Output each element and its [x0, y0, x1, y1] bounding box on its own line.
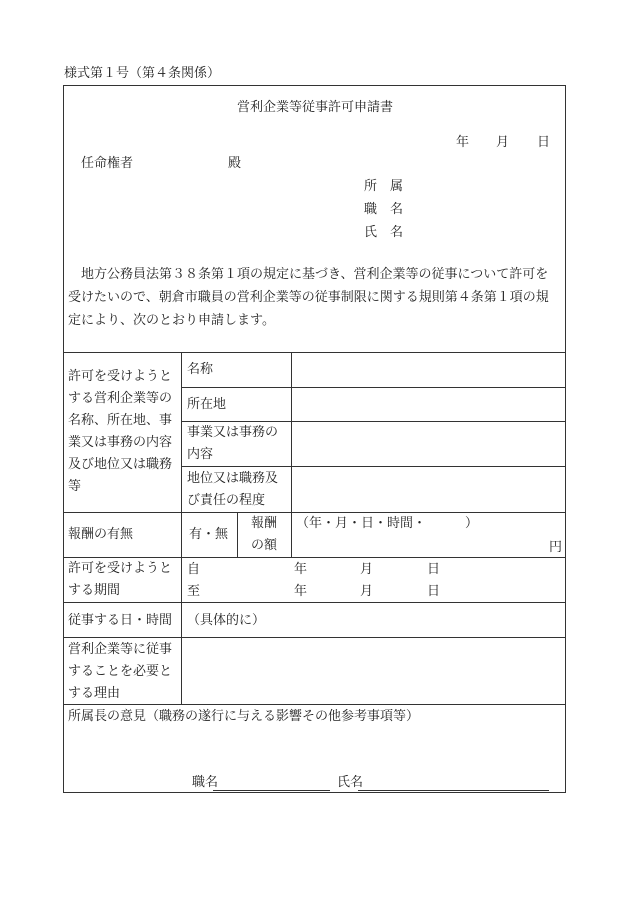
- col-line: [237, 512, 238, 557]
- compensation-label: 報酬の有無: [68, 527, 134, 542]
- body-line-3: 定により、次のとおり申請します。: [68, 313, 275, 328]
- period-to-month: 月: [360, 584, 374, 599]
- period-to-day: 日: [427, 584, 441, 599]
- position-label-1: 職: [364, 202, 378, 217]
- period-label-line: 許可を受けようと: [68, 561, 173, 576]
- date-year: 年: [456, 135, 470, 150]
- business-header-line: 及び地位又は職務: [68, 457, 173, 472]
- business-content-line: 内容: [187, 447, 214, 462]
- compensation-amount-line: の額: [251, 538, 278, 553]
- opinion-label: 所属長の意見（職務の遂行に与える影響その他参考事項等）: [68, 709, 420, 724]
- position-label-2: 名: [390, 202, 404, 217]
- reason-label: [68, 639, 172, 705]
- opinion-name-label: 氏名: [337, 775, 364, 790]
- business-content-line: 事業又は事務の: [187, 425, 279, 440]
- business-header: [68, 366, 180, 498]
- name-signature-line: [358, 790, 549, 791]
- col-line: [291, 512, 292, 557]
- compensation-yes-no: 有・無: [189, 527, 229, 542]
- row-line: [63, 512, 566, 513]
- business-header-line: 許可を受けようと: [68, 369, 173, 384]
- reason-label-line: する理由: [68, 686, 121, 701]
- business-content-label: [187, 422, 278, 466]
- period-from: 自: [187, 562, 201, 577]
- period-to-year: 年: [294, 584, 308, 599]
- schedule-value: （具体的に）: [187, 613, 266, 628]
- body-line-2: 受けたいので、朝倉市職員の営利企業等の従事制限に関する規則第４条第１項の規: [68, 290, 549, 305]
- period-from-month: 月: [360, 562, 374, 577]
- period-label-line: する期間: [68, 583, 121, 598]
- compensation-amount-label: [251, 513, 277, 557]
- business-name-label: 名称: [187, 362, 214, 377]
- compensation-period-note: （年・月・日・時間・ ）: [296, 516, 479, 531]
- row-line: [181, 466, 566, 467]
- opinion-position-label: 職名: [192, 775, 219, 790]
- form-title: 営利企業等従事許可申請書: [236, 100, 393, 115]
- compensation-amount-line: 報酬: [251, 516, 278, 531]
- business-address-label: 所在地: [187, 397, 227, 412]
- period-from-day: 日: [427, 562, 441, 577]
- affiliation-label-1: 所: [364, 179, 378, 194]
- honorific: 殿: [228, 156, 242, 171]
- addressee: 任命権者: [81, 156, 134, 171]
- schedule-label: 従事する日・時間: [68, 613, 173, 628]
- row-line: [181, 387, 566, 388]
- business-position-label: [187, 468, 278, 512]
- form-number: 様式第１号（第４条関係）: [64, 66, 221, 81]
- business-position-line: 地位又は職務及: [187, 471, 279, 486]
- date-month: 月: [496, 135, 510, 150]
- date-day: 日: [537, 135, 551, 150]
- col-line: [291, 352, 292, 512]
- business-header-line: する営利企業等の: [68, 391, 173, 406]
- business-position-line: び責任の程度: [187, 493, 266, 508]
- col-line: [181, 352, 182, 704]
- period-to: 至: [187, 584, 201, 599]
- table-top-line: [63, 352, 566, 353]
- row-line: [63, 602, 566, 603]
- period-from-year: 年: [294, 562, 308, 577]
- affiliation-label-2: 属: [390, 179, 404, 194]
- yen-unit: 円: [549, 540, 563, 555]
- name-label-2: 名: [390, 225, 404, 240]
- reason-label-line: 営利企業等に従事: [68, 642, 173, 657]
- row-line: [63, 637, 566, 638]
- business-header-line: 名称、所在地、事: [68, 413, 173, 428]
- body-line-1: 地方公務員法第３８条第１項の規定に基づき、営利企業等の従事について許可を: [81, 267, 549, 282]
- name-label-1: 氏: [364, 225, 378, 240]
- business-header-line: 等: [68, 479, 82, 494]
- business-header-line: 業又は事務の内容: [68, 435, 173, 450]
- position-signature-line: [213, 790, 330, 791]
- period-label: [68, 558, 172, 602]
- reason-label-line: することを必要と: [68, 664, 173, 679]
